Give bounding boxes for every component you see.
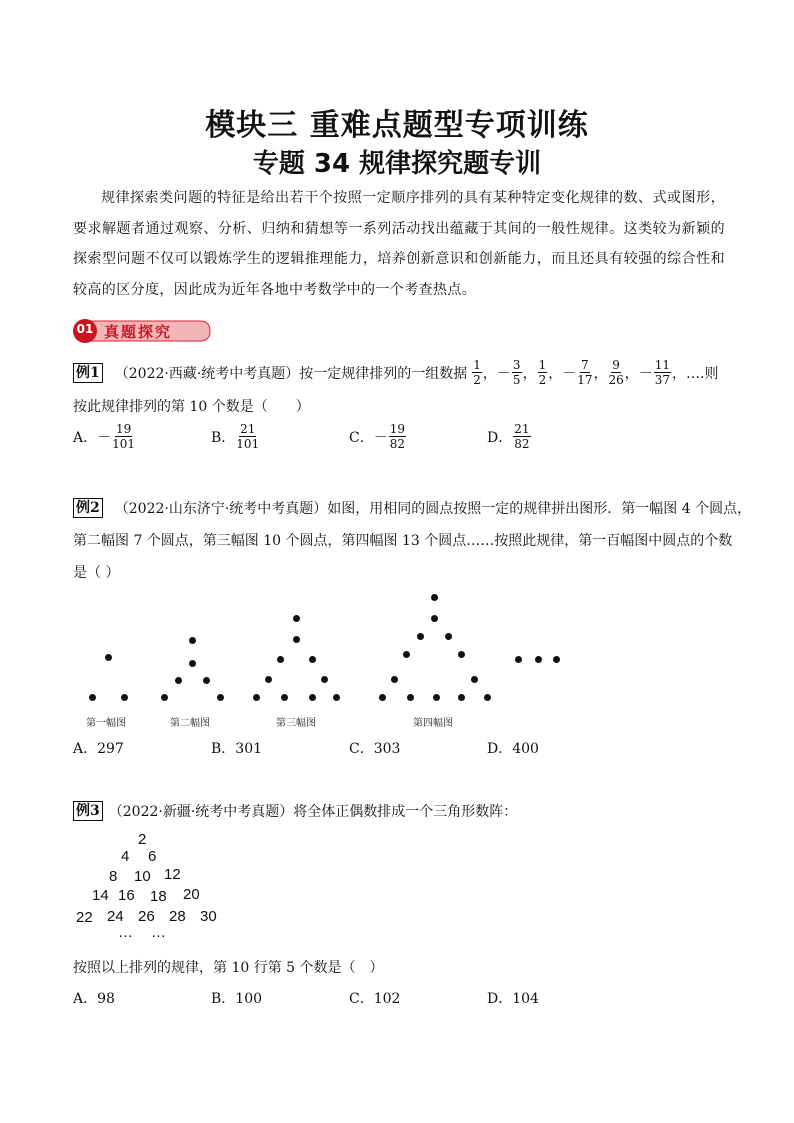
q2-label: 例2 — [73, 498, 103, 518]
tri-20: 20 — [183, 886, 200, 903]
dot-35 — [553, 656, 560, 663]
q1-line1 — [73, 358, 719, 387]
seq-term-4-fraction — [577, 358, 592, 387]
dot-28 — [471, 676, 478, 683]
dot-15 — [309, 656, 316, 663]
dot-32 — [458, 694, 465, 701]
tri-30: 30 — [200, 908, 217, 925]
q3-line1 — [73, 801, 517, 821]
badge-number: 01 — [76, 322, 94, 336]
dot-18 — [281, 694, 288, 701]
q3-option-a[interactable]: A．98 — [73, 991, 115, 1007]
intro-paragraph: 规律探索类问题的特征是给出若干个按照一定顺序排列的具有某种特定变化规律的数、式或图形，要求解题者通过观察、分析、归纳和猜想等一系列活动找出蕴藏于其间的一般性规律。这类较为新颖的探索型问题不仅可以锻炼学生的逻辑推理能力，培养创新意识和创新能力，而且还具有较强的综合性和较高的区分度，因此成为近年各地中考数学中的一个考查热点。 — [73, 190, 725, 298]
seq-term-6-denominator: 37 — [654, 373, 671, 387]
q1-option-a-value-fraction — [112, 422, 135, 451]
q1-option-a-value-numerator: 19 — [115, 422, 132, 436]
seq-term-1-denominator: 2 — [473, 373, 481, 387]
dot-21 — [391, 676, 398, 683]
dot-26 — [445, 633, 452, 640]
q1-sequence — [471, 358, 672, 387]
q3-option-b[interactable]: B．100 — [211, 991, 263, 1007]
q2-option-b[interactable]: B．301 — [211, 741, 263, 757]
q1-option-c-value — [374, 422, 407, 451]
tri-2: 2 — [138, 831, 147, 848]
page-subtitle: 专题 34 规律探究题专训 — [252, 149, 542, 179]
option-letter: B． — [211, 429, 236, 446]
q3-question: 按照以上排列的规律，第 10 行第 5 个数是（ ） — [73, 960, 384, 976]
q1-option-a-value — [97, 422, 136, 451]
q1-option-b-value-fraction — [236, 422, 259, 451]
seq-term-2-sign: － — [496, 365, 511, 382]
q2-option-c[interactable]: C．303 — [349, 741, 401, 757]
option-letter: D． — [487, 429, 513, 446]
dot-22 — [403, 651, 410, 658]
tri-6: 6 — [148, 848, 157, 865]
seq-term-4-denominator: 17 — [577, 373, 593, 387]
seq-term-3-denominator: 2 — [538, 373, 547, 387]
q1-option-c-value-denominator: 82 — [389, 437, 405, 451]
dot-25 — [431, 594, 438, 601]
dot-2 — [105, 654, 112, 661]
seq-term-5-fraction — [608, 358, 623, 387]
q1-option-d-value — [512, 422, 531, 451]
seq-comma: ， — [548, 365, 563, 382]
section-badge — [72, 318, 212, 344]
seq-term-2-denominator: 5 — [512, 373, 521, 387]
dot-3 — [121, 694, 128, 701]
dot-23 — [417, 633, 424, 640]
q1-option-b-value — [235, 422, 260, 451]
q2-option-d[interactable]: D．400 — [487, 741, 539, 757]
seq-term-3-fraction — [538, 358, 548, 387]
seq-term-3-numerator: 1 — [538, 358, 547, 372]
tri-24: 24 — [107, 908, 124, 925]
dot-27 — [458, 651, 465, 658]
dot-14 — [293, 615, 300, 622]
q1-line2: 按此规律排列的第 10 个数是（ ） — [73, 399, 310, 415]
q1-option-c-value-numerator: 19 — [389, 422, 405, 436]
seq-term-4-sign: － — [562, 365, 577, 382]
dot-19 — [309, 694, 316, 701]
tri-14: 14 — [92, 887, 109, 904]
dot-6 — [189, 660, 196, 667]
q1-source: （2022·西藏·统考中考真题）按一定规律排列的一组数据 — [114, 365, 468, 382]
q1-option-a-value-sign: － — [97, 429, 112, 446]
q1-option-b[interactable] — [211, 422, 260, 451]
seq-term-2-numerator: 3 — [512, 358, 521, 372]
dot-12 — [277, 656, 284, 663]
q3-label: 例3 — [73, 801, 103, 821]
dot-1 — [89, 694, 96, 701]
seq-term-6-fraction — [654, 358, 671, 387]
dot-9 — [217, 694, 224, 701]
tri-18: 18 — [150, 888, 167, 905]
dot-17 — [333, 694, 340, 701]
seq-term-1-fraction — [472, 358, 482, 387]
dot-7 — [189, 637, 196, 644]
q2-text1: （2022·山东济宁·统考中考真题）如图，用相同的圆点按照一定的规律拼出图形．第一幅图 4 个圆点， — [114, 501, 752, 517]
tri-22: 22 — [76, 909, 93, 926]
q1-option-d-value-numerator: 21 — [514, 422, 530, 436]
seq-term-4 — [562, 358, 593, 387]
q1-tail: ，….则 — [672, 365, 719, 382]
q1-option-a-value-denominator: 101 — [112, 437, 136, 451]
seq-term-5-numerator: 9 — [612, 358, 620, 372]
dot-24 — [431, 615, 438, 622]
dot-13 — [293, 636, 300, 643]
q1-option-d-value-fraction — [513, 422, 530, 451]
q1-option-c-value-sign: － — [373, 429, 388, 446]
tri-8: 8 — [109, 868, 118, 885]
q1-label: 例1 — [73, 363, 103, 383]
option-letter: A． — [73, 429, 98, 446]
caption-fig1: 第一幅图 — [86, 718, 126, 729]
dot-33 — [515, 656, 522, 663]
q1-option-c[interactable] — [349, 422, 407, 451]
q3-option-c[interactable]: C．102 — [349, 991, 401, 1007]
caption-fig3: 第三幅图 — [276, 718, 316, 729]
dot-30 — [407, 694, 414, 701]
dot-4 — [161, 694, 168, 701]
q1-option-d[interactable] — [487, 422, 532, 451]
tri-12: 12 — [164, 866, 181, 883]
dot-8 — [203, 677, 210, 684]
caption-fig2: 第二幅图 — [170, 718, 210, 729]
q2-line2: 第二幅图 7 个圆点，第三幅图 10 个圆点，第四幅图 13 个圆点……按照此规律，第一百幅图中圆点的个数 — [73, 533, 733, 549]
q1-option-d-value-denominator: 82 — [514, 437, 530, 451]
q3-option-d[interactable]: D．104 — [487, 991, 539, 1007]
seq-term-5 — [607, 358, 624, 387]
dot-20 — [379, 694, 386, 701]
seq-term-1-numerator: 1 — [473, 358, 481, 372]
badge-label: 真题探究 — [104, 323, 173, 341]
q2-line3: 是（ ） — [73, 565, 120, 581]
page-title: 模块三 重难点题型专项训练 — [205, 108, 589, 143]
dot-16 — [321, 676, 328, 683]
seq-term-5-denominator: 26 — [608, 373, 624, 387]
dot-10 — [253, 694, 260, 701]
tri-26: 26 — [138, 908, 155, 925]
q1-option-a[interactable] — [73, 422, 136, 451]
q1-option-c-value-fraction — [389, 422, 406, 451]
seq-term-1 — [471, 358, 483, 387]
seq-comma: ， — [624, 365, 639, 382]
seq-comma: ， — [482, 365, 497, 382]
seq-term-2-fraction — [512, 358, 522, 387]
q2-line1 — [73, 498, 751, 518]
tri-ellipsis-1: … — [118, 924, 133, 941]
dot-31 — [433, 694, 440, 701]
q1-option-b-value-numerator: 21 — [240, 422, 256, 436]
q3-source: （2022·新疆·统考中考真题）将全体正偶数排成一个三角形数阵： — [108, 804, 518, 820]
seq-term-6 — [639, 358, 672, 387]
seq-term-3 — [537, 358, 549, 387]
tri-28: 28 — [169, 908, 186, 925]
dot-5 — [175, 677, 182, 684]
seq-comma: ， — [522, 365, 537, 382]
seq-term-6-sign: － — [638, 365, 653, 382]
tri-16: 16 — [118, 887, 135, 904]
tri-ellipsis-2: … — [151, 924, 166, 941]
tri-10: 10 — [134, 868, 151, 885]
caption-fig4: 第四幅图 — [413, 718, 453, 729]
option-letter: C． — [349, 429, 374, 446]
tri-4: 4 — [121, 848, 130, 865]
q2-option-a[interactable]: A．297 — [73, 741, 124, 757]
seq-term-6-numerator: 11 — [654, 358, 671, 372]
dot-34 — [535, 656, 542, 663]
seq-term-2 — [497, 358, 523, 387]
seq-comma: ， — [593, 365, 608, 382]
dot-11 — [265, 676, 272, 683]
q1-option-b-value-denominator: 101 — [236, 437, 260, 451]
dot-29 — [484, 694, 491, 701]
seq-term-4-numerator: 7 — [581, 358, 589, 372]
